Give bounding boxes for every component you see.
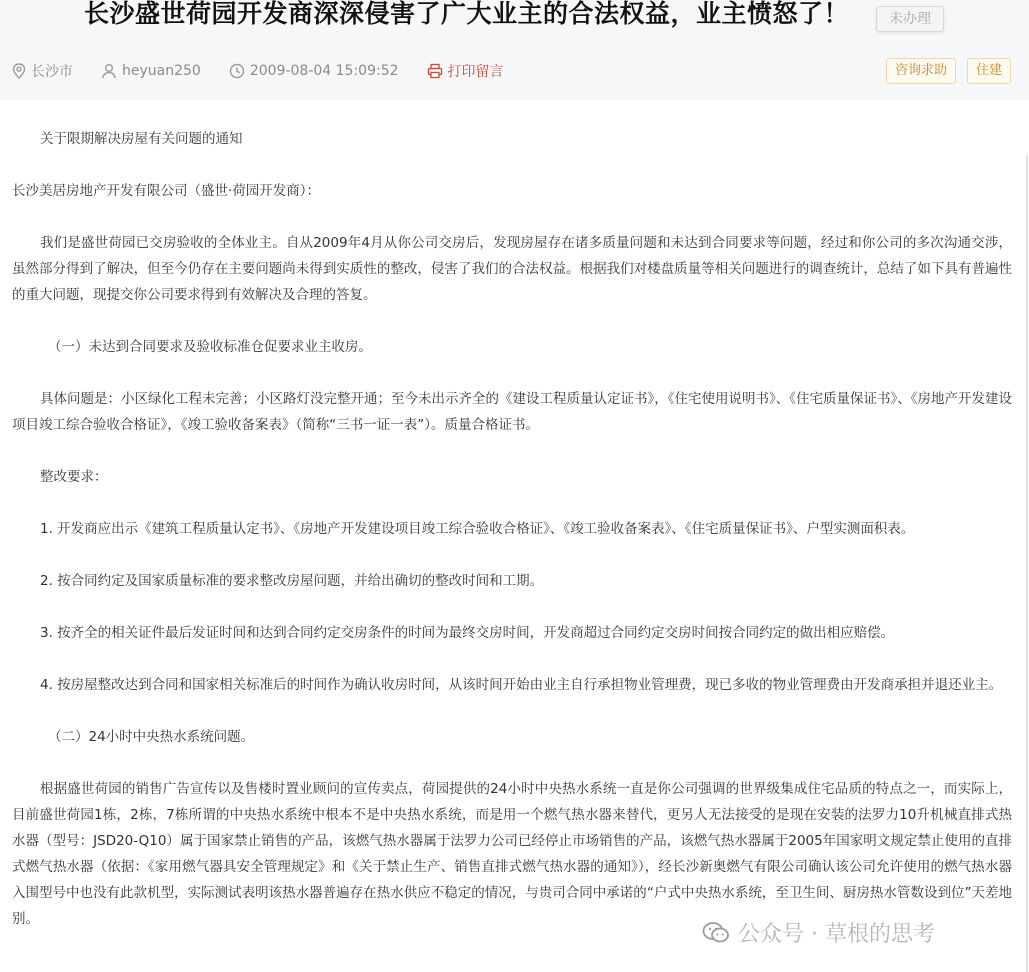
- meta-location: [12, 61, 73, 81]
- notice-heading: 关于限期解决房屋有关问题的通知: [40, 131, 243, 147]
- status-badge: 未办理: [876, 6, 944, 32]
- tag-consult[interactable]: 咨询求助: [886, 58, 956, 84]
- clock-icon: [229, 63, 245, 79]
- list-item: 3. 按齐全的相关证件最后发证时间和达到合同约定交房条件的时间为最终交房时间，开发商超过合同约定交房时间按合同约定的做出相应赔偿。: [40, 625, 895, 641]
- watermark-text: 公众号 · 草根的思考: [738, 922, 935, 947]
- addressee: 长沙美居房地产开发有限公司（盛世·荷园开发商）：: [12, 183, 321, 199]
- list-item: 1. 开发商应出示《建筑工程质量认定书》、《房地产开发建设项目竣工综合验收合格证》、《竣工验收备案表》、《住宅质量保证书》、户型实测面积表。: [40, 521, 915, 537]
- section-heading: （一）未达到合同要求及验收标准仓促要求业主收房。: [48, 339, 372, 355]
- article-body: [12, 126, 1012, 958]
- article-header: [0, 0, 1029, 100]
- print-button[interactable]: [427, 61, 504, 81]
- list-item: 4. 按房屋整改达到合同和国家相关标准后的时间作为确认收房时间，从该时间开始由业主自行承担物业管理费，现已多收的物业管理费由开发商承担并退还业主。: [40, 677, 1003, 693]
- body-paragraph: 具体问题是：小区绿化工程未完善；小区路灯没完整开通；至今未出示齐全的《建设工程质量认定证书》，《住宅使用说明书》、《住宅质量保证书》、《房地产开发建设项目竣工综合验收合格证》，《竣工验收备案表》（简称“三书一证一表”）。质量合格证书。: [12, 391, 1012, 433]
- body-paragraph: 根据盛世荷园的销售广告宣传以及售楼时置业顾问的宣传卖点，荷园提供的24小时中央热水系统一直是你公司强调的世界级集成住宅品质的特点之一，而实际上，目前盛世荷园1栋，2栋，7栋所谓的中央热水系统中根本不是中央热水系统，而是用一个燃气热水器来替代，更另人无法接受的是现在安装的法罗力10升机械直排式热水器（型号：JSD20-Q10）属于国家禁止销售的产品，该燃气热水器属于法罗力公司已经停止市场销售的产品，该燃气热水器属于2005年国家明文规定禁止使用的直排式燃气热水器（依据：《家用燃气器具安全管理规定》和《关于禁止生产、销售直排式燃气热水器的通知》），经长沙新奥燃气有限公司确认该公司允许使用的燃气热水器入围型号中也没有此款机型，实际测试表明该热水器普遍存在热水供应不稳定的情况，与贵司合同中承诺的“户式中央热水系统，至卫生间、厨房热水管数设到位”天差地别。: [12, 781, 1012, 927]
- printer-icon: [427, 63, 443, 79]
- user-icon: [101, 63, 117, 79]
- article-meta: [12, 61, 532, 81]
- post-datetime: 2009-08-04 15:09:52: [249, 63, 399, 79]
- watermark: [702, 917, 935, 948]
- scrollbar-track[interactable]: [1026, 155, 1028, 972]
- location-pin-icon: [12, 63, 26, 79]
- body-paragraph: 整改要求：: [40, 469, 108, 485]
- body-paragraph: 我们是盛世荷园已交房验收的全体业主。自从2009年4月从你公司交房后，发现房屋存在诸多质量问题和未达到合同要求等问题，经过和你公司的多次沟通交涉，虽然部分得到了解决，但至今仍存在主要问题尚未得到实质性的整改，侵害了我们的合法权益。根据我们对楼盘质量等相关问题进行的调查统计，总结了如下具有普遍性的重大问题，现提交你公司要求得到有效解决及合理的答复。: [12, 235, 1012, 303]
- print-label: 打印留言: [447, 64, 504, 80]
- section-heading: （二）24小时中央热水系统问题。: [48, 729, 255, 745]
- meta-author: [101, 63, 201, 79]
- meta-datetime: [229, 63, 399, 79]
- article-title: 长沙盛世荷园开发商深深侵害了广大业主的合法权益，业主愤怒了！: [84, 0, 850, 28]
- tag-category[interactable]: 住建: [967, 58, 1011, 84]
- wechat-icon: [702, 921, 730, 945]
- author-name: heyuan250: [122, 63, 201, 79]
- list-item: 2. 按合同约定及国家质量标准的要求整改房屋问题，并给出确切的整改时间和工期。: [40, 573, 544, 589]
- location-text: 长沙市: [31, 64, 73, 80]
